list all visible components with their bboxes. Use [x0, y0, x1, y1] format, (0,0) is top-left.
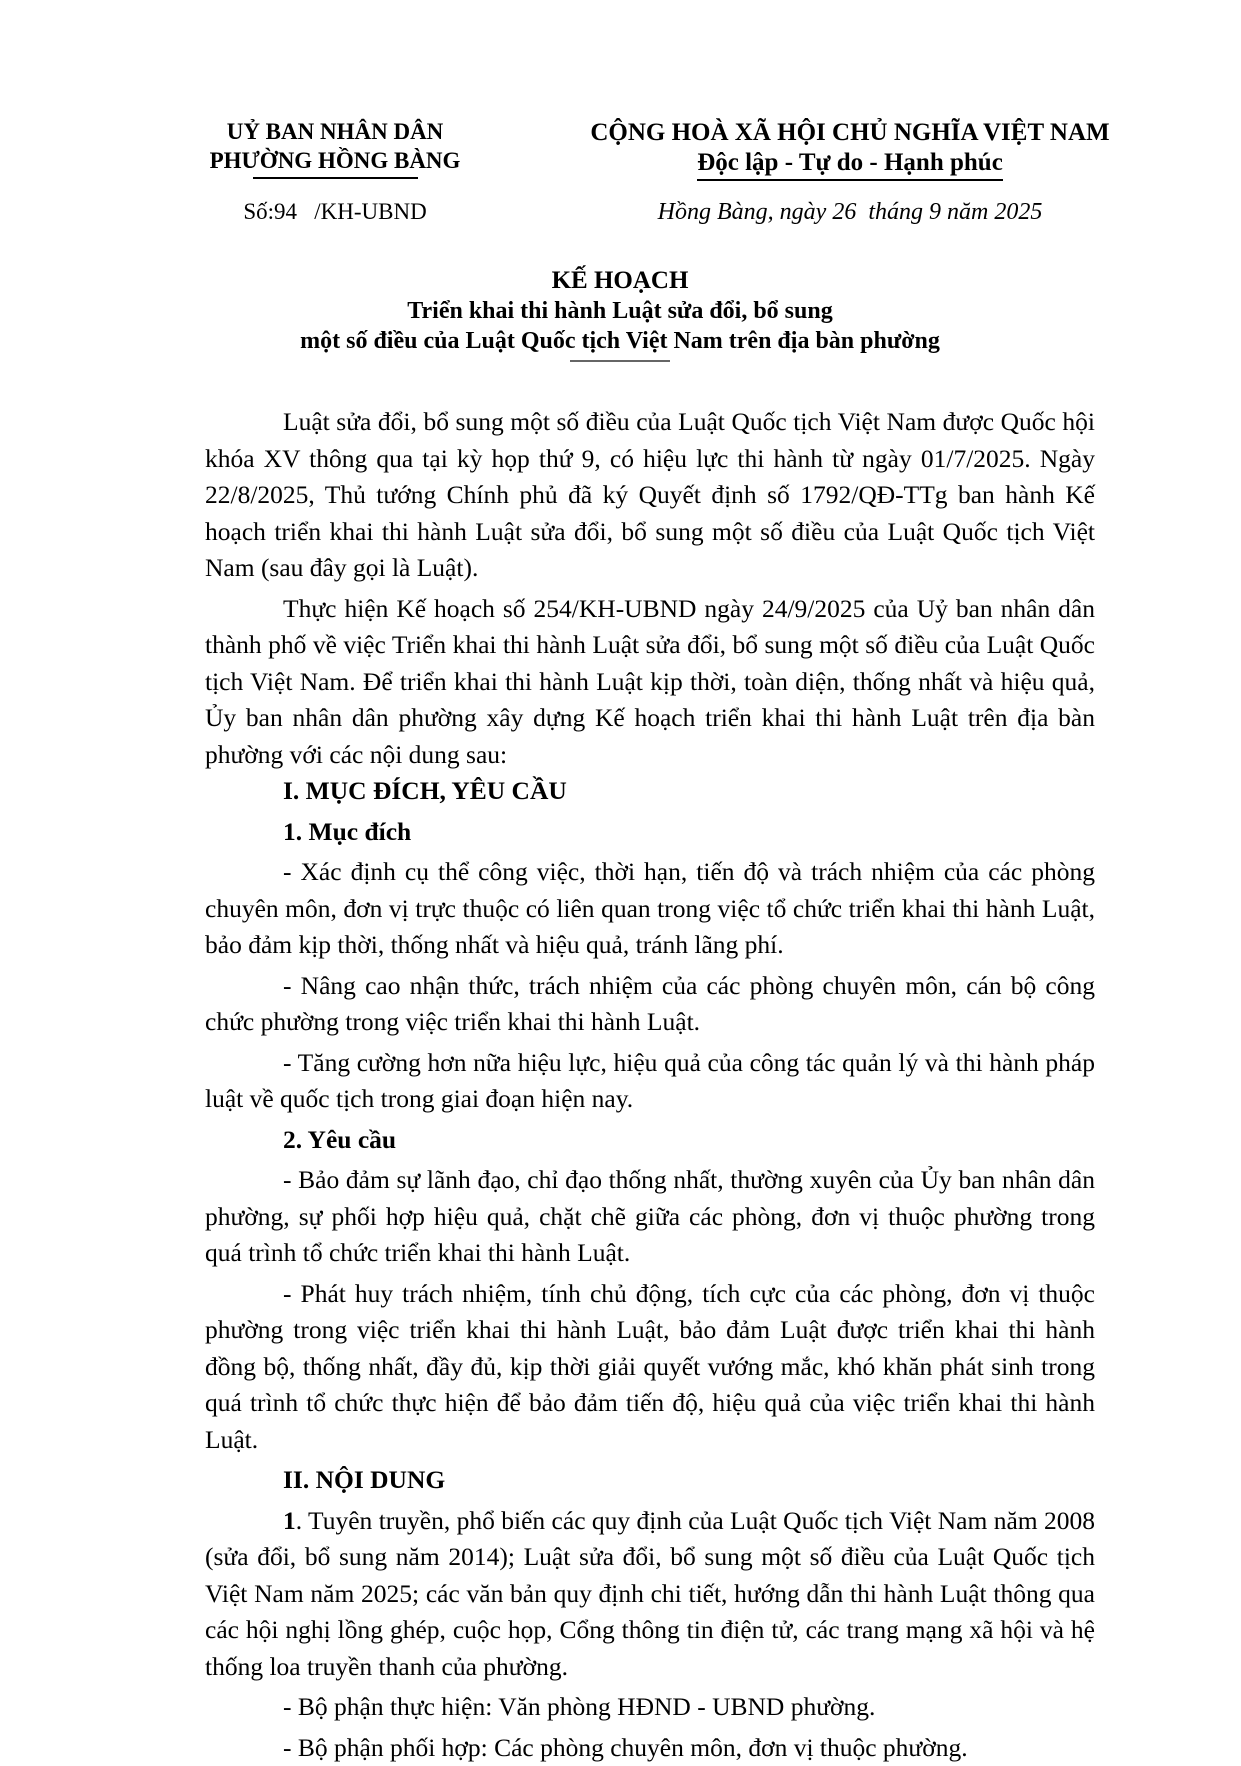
issuing-authority-block — [190, 117, 480, 225]
content-item-1 — [205, 1503, 1095, 1686]
national-heading-block — [545, 117, 1155, 226]
issuing-authority-line2: PHƯỜNG HỒNG BÀNG — [190, 146, 480, 175]
document-title-line2: một số điều của Luật Quốc tịch Việt Nam trên địa bàn phường — [150, 326, 1090, 356]
coordinating-unit: - Bộ phận phối hợp: Các phòng chuyên môn, đơn vị thuộc phường. — [205, 1730, 1095, 1766]
intro-paragraph-2: Thực hiện Kế hoạch số 254/KH-UBND ngày 24/9/2025 của Uỷ ban nhân dân thành phố về việc Triển khai thi hành Luật sửa đổi, bổ sung một số điều của Luật Quốc tịch Việt Nam. Để triển khai thi hành Luật kịp thời, toàn diện, thống nhất và hiệu quả, Ủy ban nhân dân phường xây dựng Kế hoạch triển khai thi hành Luật trên địa bàn phường với các nội dung sau: — [205, 591, 1095, 774]
content-item-number: 1 — [283, 1506, 296, 1535]
purpose-item: - Tăng cường hơn nữa hiệu lực, hiệu quả của công tác quản lý và thi hành pháp luật về quốc tịch trong giai đoạn hiện nay. — [205, 1045, 1095, 1118]
place-and-date: Hồng Bàng, ngày 26 tháng 9 năm 2025 — [545, 199, 1155, 226]
document-title-line1: Triển khai thi hành Luật sửa đổi, bổ sung — [150, 296, 1090, 326]
implementing-unit: - Bộ phận thực hiện: Văn phòng HĐND - UBND phường. — [205, 1689, 1095, 1726]
title-underline — [570, 360, 670, 362]
section-heading-purpose-requirements: I. MỤC ĐÍCH, YÊU CẦU — [205, 773, 1095, 810]
document-number: Số:94 /KH-UBND — [190, 199, 480, 225]
section-heading-content: II. NỘI DUNG — [205, 1462, 1095, 1499]
content-item-text: . Tuyên truyền, phổ biến các quy định của Luật Quốc tịch Việt Nam năm 2008 (sửa đổi, bổ sung năm 2014); Luật sửa đổi, bổ sung một số điều của Luật Quốc tịch Việt Nam năm 2025; các văn bản quy định chi tiết, hướng dẫn thi hành Luật thông qua các hội nghị lồng ghép, cuộc họp, Cổng thông tin điện tử, các trang mạng xã hội và hệ thống loa truyền thanh của phường. — [205, 1506, 1095, 1681]
issuing-authority-line1: UỶ BAN NHÂN DÂN — [190, 117, 480, 146]
intro-paragraph-1: Luật sửa đổi, bổ sung một số điều của Luật Quốc tịch Việt Nam được Quốc hội khóa XV thông qua tại kỳ họp thứ 9, có hiệu lực thi hành từ ngày 01/7/2025. Ngày 22/8/2025, Thủ tướng Chính phủ đã ký Quyết định số 1792/QĐ-TTg ban hành Kế hoạch triển khai thi hành Luật sửa đổi, bổ sung một số điều của Luật Quốc tịch Việt Nam (sau đây gọi là Luật). — [205, 404, 1095, 587]
document-title-block — [150, 266, 1090, 362]
document-kind: KẾ HOẠCH — [150, 266, 1090, 296]
subheading-requirements: 2. Yêu cầu — [205, 1122, 1095, 1159]
subheading-purpose: 1. Mục đích — [205, 814, 1095, 851]
requirement-item: - Phát huy trách nhiệm, tính chủ động, tích cực của các phòng, đơn vị thuộc phường trong việc triển khai thi hành Luật, bảo đảm Luật được triển khai thi hành đồng bộ, thống nhất, đầy đủ, kịp thời giải quyết vướng mắc, khó khăn phát sinh trong quá trình tổ chức thực hiện để bảo đảm tiến độ, hiệu quả của việc triển khai thi hành Luật. — [205, 1276, 1095, 1459]
purpose-item: - Xác định cụ thể công việc, thời hạn, tiến độ và trách nhiệm của các phòng chuyên môn, đơn vị trực thuộc có liên quan trong việc tổ chức triển khai thi hành Luật, bảo đảm kịp thời, thống nhất và hiệu quả, tránh lãng phí. — [205, 854, 1095, 964]
document-body — [205, 404, 1095, 1766]
authority-underline — [253, 177, 418, 179]
requirement-item: - Bảo đảm sự lãnh đạo, chỉ đạo thống nhất, thường xuyên của Ủy ban nhân dân phường, sự phối hợp hiệu quả, chặt chẽ giữa các phòng, đơn vị thuộc phường trong quá trình tổ chức triển khai thi hành Luật. — [205, 1162, 1095, 1272]
national-title: CỘNG HOÀ XÃ HỘI CHỦ NGHĨA VIỆT NAM — [545, 117, 1155, 148]
national-motto: Độc lập - Tự do - Hạnh phúc — [697, 148, 1003, 181]
purpose-item: - Nâng cao nhận thức, trách nhiệm của các phòng chuyên môn, cán bộ công chức phường trong việc triển khai thi hành Luật. — [205, 968, 1095, 1041]
